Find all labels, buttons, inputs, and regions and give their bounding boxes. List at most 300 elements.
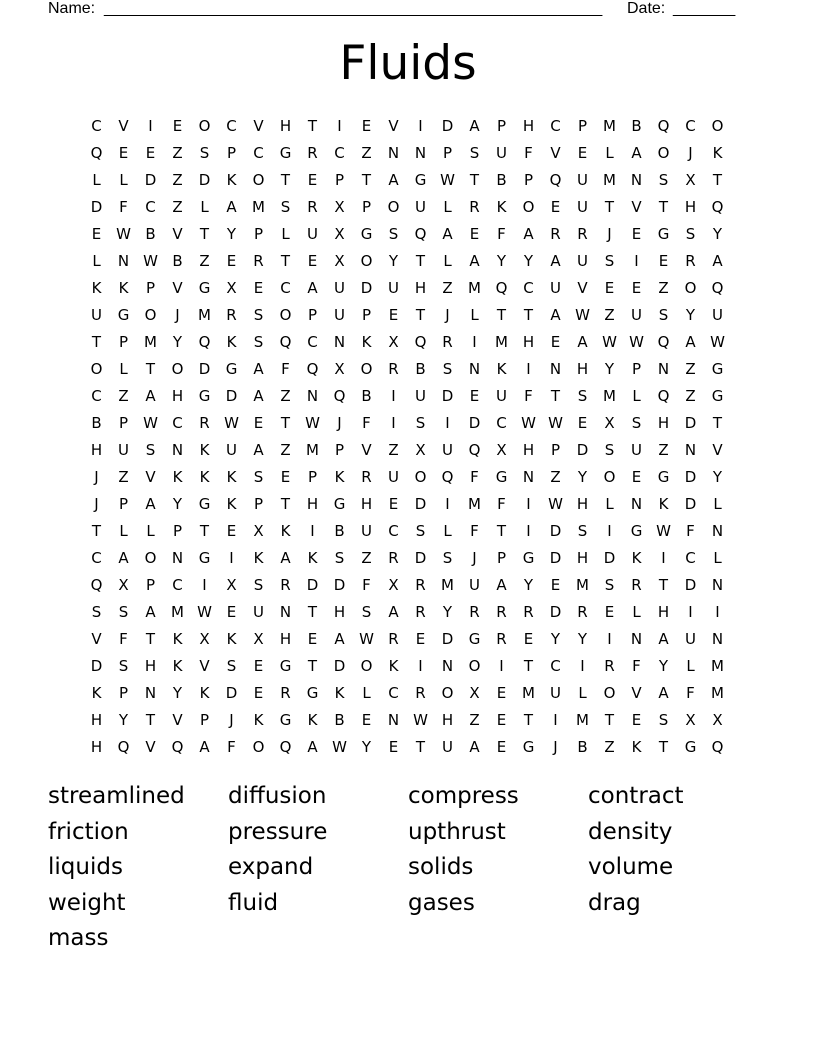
grid-letter[interactable]: S	[199, 144, 210, 162]
grid-letter[interactable]: S	[334, 549, 345, 567]
grid-letter[interactable]: A	[199, 738, 210, 756]
grid-letter[interactable]: Y	[577, 630, 588, 648]
grid-letter[interactable]: G	[198, 549, 211, 567]
grid-letter[interactable]: X	[712, 711, 723, 729]
grid-letter[interactable]: J	[688, 144, 693, 162]
grid-letter[interactable]: W	[710, 333, 725, 351]
grid-letter[interactable]: Z	[469, 711, 480, 729]
grid-letter[interactable]: G	[279, 711, 292, 729]
grid-letter[interactable]: H	[144, 657, 157, 675]
grid-letter[interactable]: S	[631, 414, 642, 432]
grid-letter[interactable]: S	[145, 441, 156, 459]
grid-letter[interactable]: N	[387, 711, 400, 729]
grid-letter[interactable]: N	[630, 495, 643, 513]
grid-letter[interactable]: T	[469, 171, 480, 189]
grid-letter[interactable]: E	[226, 252, 237, 270]
grid-letter[interactable]: Y	[361, 738, 372, 756]
grid-letter[interactable]: D	[333, 657, 346, 675]
grid-letter[interactable]: A	[145, 387, 156, 405]
grid-letter[interactable]: F	[281, 360, 290, 378]
grid-letter[interactable]: D	[144, 171, 157, 189]
grid-letter[interactable]: D	[576, 441, 589, 459]
grid-letter[interactable]: G	[333, 495, 346, 513]
grid-letter[interactable]: S	[253, 333, 264, 351]
grid-letter[interactable]: F	[470, 522, 479, 540]
grid-letter[interactable]: G	[657, 225, 670, 243]
grid-letter[interactable]: V	[145, 738, 156, 756]
grid-letter[interactable]: E	[469, 387, 480, 405]
grid-letter[interactable]: X	[685, 711, 696, 729]
grid-letter[interactable]: E	[469, 225, 480, 243]
grid-letter[interactable]: F	[524, 387, 533, 405]
grid-letter[interactable]: E	[118, 144, 129, 162]
grid-letter[interactable]: U	[334, 306, 345, 324]
grid-letter[interactable]: K	[334, 684, 345, 702]
grid-letter[interactable]: X	[469, 684, 480, 702]
grid-letter[interactable]: S	[658, 306, 669, 324]
grid-letter[interactable]: T	[415, 252, 426, 270]
grid-letter[interactable]: L	[146, 522, 155, 540]
grid-letter[interactable]: S	[577, 387, 588, 405]
grid-letter[interactable]: T	[91, 522, 102, 540]
grid-letter[interactable]: E	[172, 117, 183, 135]
grid-letter[interactable]: G	[360, 225, 373, 243]
grid-letter[interactable]: B	[145, 225, 156, 243]
grid-letter[interactable]: U	[253, 603, 264, 621]
grid-letter[interactable]: U	[577, 198, 588, 216]
grid-letter[interactable]: Z	[118, 468, 129, 486]
grid-letter[interactable]: X	[226, 279, 237, 297]
grid-letter[interactable]: G	[198, 279, 211, 297]
grid-letter[interactable]: C	[388, 684, 399, 702]
grid-letter[interactable]: F	[119, 630, 128, 648]
grid-letter[interactable]: P	[361, 198, 372, 216]
grid-letter[interactable]: L	[281, 225, 290, 243]
grid-letter[interactable]: P	[442, 144, 453, 162]
grid-letter[interactable]: H	[522, 117, 535, 135]
grid-letter[interactable]: D	[306, 576, 319, 594]
grid-letter[interactable]: K	[226, 630, 237, 648]
grid-letter[interactable]: D	[333, 576, 346, 594]
grid-letter[interactable]: Q	[711, 279, 724, 297]
grid-letter[interactable]: M	[468, 495, 481, 513]
grid-letter[interactable]: Q	[279, 333, 292, 351]
grid-letter[interactable]: W	[548, 495, 563, 513]
grid-letter[interactable]: C	[91, 549, 102, 567]
grid-letter[interactable]: D	[414, 549, 427, 567]
grid-letter[interactable]: Q	[468, 441, 481, 459]
grid-letter[interactable]: U	[577, 252, 588, 270]
grid-letter[interactable]: D	[684, 576, 697, 594]
grid-letter[interactable]: Z	[604, 306, 615, 324]
grid-letter[interactable]: N	[711, 630, 724, 648]
grid-letter[interactable]: X	[253, 630, 264, 648]
grid-letter[interactable]: K	[334, 468, 345, 486]
grid-letter[interactable]: D	[198, 360, 211, 378]
grid-letter[interactable]: N	[117, 252, 130, 270]
grid-letter[interactable]: Z	[550, 468, 561, 486]
grid-letter[interactable]: R	[469, 198, 480, 216]
grid-letter[interactable]: A	[550, 252, 561, 270]
grid-letter[interactable]: C	[91, 387, 102, 405]
grid-letter[interactable]: K	[388, 657, 399, 675]
grid-letter[interactable]: D	[549, 603, 562, 621]
grid-letter[interactable]: Y	[226, 225, 237, 243]
grid-letter[interactable]: R	[361, 468, 372, 486]
grid-letter[interactable]: D	[549, 549, 562, 567]
grid-letter[interactable]: T	[496, 522, 507, 540]
grid-letter[interactable]: P	[496, 117, 507, 135]
grid-letter[interactable]: F	[632, 657, 641, 675]
grid-letter[interactable]: K	[199, 684, 210, 702]
grid-letter[interactable]: U	[388, 279, 399, 297]
grid-letter[interactable]: A	[496, 576, 507, 594]
grid-letter[interactable]: K	[361, 333, 372, 351]
grid-letter[interactable]: P	[172, 522, 183, 540]
grid-letter[interactable]: Z	[280, 387, 291, 405]
grid-letter[interactable]: S	[361, 603, 372, 621]
grid-letter[interactable]: N	[306, 387, 319, 405]
grid-letter[interactable]: H	[90, 441, 103, 459]
grid-letter[interactable]: V	[712, 441, 723, 459]
grid-letter[interactable]: U	[577, 171, 588, 189]
grid-letter[interactable]: F	[497, 495, 506, 513]
grid-letter[interactable]: W	[359, 630, 374, 648]
grid-letter[interactable]: I	[337, 117, 342, 135]
grid-letter[interactable]: K	[199, 441, 210, 459]
grid-letter[interactable]: K	[199, 468, 210, 486]
grid-letter[interactable]: B	[334, 711, 345, 729]
grid-letter[interactable]: G	[225, 360, 238, 378]
grid-letter[interactable]: M	[252, 198, 265, 216]
grid-letter[interactable]: Q	[441, 468, 454, 486]
grid-letter[interactable]: E	[145, 144, 156, 162]
grid-letter[interactable]: V	[199, 657, 210, 675]
grid-letter[interactable]: R	[469, 603, 480, 621]
grid-letter[interactable]: S	[577, 522, 588, 540]
grid-letter[interactable]: V	[577, 279, 588, 297]
grid-letter[interactable]: Z	[442, 279, 453, 297]
grid-letter[interactable]: C	[496, 414, 507, 432]
grid-letter[interactable]: T	[280, 171, 291, 189]
grid-letter[interactable]: R	[307, 144, 318, 162]
grid-letter[interactable]: T	[199, 225, 210, 243]
grid-letter[interactable]: N	[630, 630, 643, 648]
grid-letter[interactable]: L	[362, 684, 371, 702]
grid-letter[interactable]: V	[172, 711, 183, 729]
grid-letter[interactable]: Q	[657, 387, 670, 405]
grid-letter[interactable]: M	[144, 333, 157, 351]
grid-letter[interactable]: E	[658, 252, 669, 270]
grid-letter[interactable]: C	[685, 549, 696, 567]
grid-letter[interactable]: M	[171, 603, 184, 621]
grid-letter[interactable]: A	[469, 252, 480, 270]
grid-letter[interactable]: I	[310, 522, 315, 540]
grid-letter[interactable]: H	[657, 603, 670, 621]
grid-letter[interactable]: K	[496, 198, 507, 216]
grid-letter[interactable]: C	[172, 414, 183, 432]
grid-letter[interactable]: I	[445, 414, 450, 432]
grid-letter[interactable]: E	[253, 279, 264, 297]
grid-letter[interactable]: A	[523, 225, 534, 243]
grid-letter[interactable]: I	[391, 414, 396, 432]
grid-letter[interactable]: C	[253, 144, 264, 162]
grid-letter[interactable]: O	[387, 198, 400, 216]
grid-letter[interactable]: G	[522, 549, 535, 567]
grid-letter[interactable]: O	[279, 306, 292, 324]
grid-letter[interactable]: H	[522, 441, 535, 459]
grid-letter[interactable]: G	[279, 144, 292, 162]
grid-letter[interactable]: A	[388, 603, 399, 621]
grid-letter[interactable]: S	[658, 711, 669, 729]
grid-letter[interactable]: G	[198, 387, 211, 405]
grid-letter[interactable]: D	[468, 414, 481, 432]
grid-letter[interactable]: D	[225, 387, 238, 405]
grid-letter[interactable]: E	[631, 711, 642, 729]
grid-letter[interactable]: W	[575, 306, 590, 324]
grid-letter[interactable]: Z	[361, 549, 372, 567]
grid-letter[interactable]: R	[199, 414, 210, 432]
grid-letter[interactable]: A	[685, 333, 696, 351]
grid-letter[interactable]: D	[684, 495, 697, 513]
grid-letter[interactable]: E	[388, 306, 399, 324]
grid-letter[interactable]: U	[442, 738, 453, 756]
grid-letter[interactable]: O	[684, 279, 697, 297]
grid-letter[interactable]: E	[307, 171, 318, 189]
grid-letter[interactable]: X	[415, 441, 426, 459]
grid-letter[interactable]: Z	[658, 441, 669, 459]
grid-letter[interactable]: S	[469, 144, 480, 162]
grid-letter[interactable]: R	[388, 549, 399, 567]
grid-letter[interactable]: K	[91, 684, 102, 702]
grid-letter[interactable]: D	[684, 468, 697, 486]
grid-letter[interactable]: F	[362, 576, 371, 594]
grid-letter[interactable]: E	[253, 657, 264, 675]
grid-letter[interactable]: I	[607, 630, 612, 648]
grid-letter[interactable]: V	[172, 279, 183, 297]
grid-letter[interactable]: P	[334, 171, 345, 189]
grid-letter[interactable]: Q	[117, 738, 130, 756]
grid-letter[interactable]: Y	[523, 252, 534, 270]
grid-letter[interactable]: X	[334, 252, 345, 270]
grid-letter[interactable]: T	[307, 117, 318, 135]
grid-letter[interactable]: X	[334, 225, 345, 243]
grid-letter[interactable]: S	[118, 657, 129, 675]
grid-letter[interactable]: Y	[172, 333, 183, 351]
grid-letter[interactable]: O	[603, 468, 616, 486]
grid-letter[interactable]: S	[253, 576, 264, 594]
grid-letter[interactable]: V	[388, 117, 399, 135]
grid-letter[interactable]: J	[94, 495, 99, 513]
grid-letter[interactable]: H	[90, 738, 103, 756]
grid-letter[interactable]: O	[252, 738, 265, 756]
grid-letter[interactable]: E	[631, 468, 642, 486]
grid-letter[interactable]: O	[441, 684, 454, 702]
grid-letter[interactable]: Q	[414, 225, 427, 243]
grid-letter[interactable]: I	[607, 522, 612, 540]
grid-letter[interactable]: M	[603, 171, 616, 189]
grid-letter[interactable]: Q	[549, 171, 562, 189]
grid-letter[interactable]: R	[496, 630, 507, 648]
grid-letter[interactable]: P	[307, 468, 318, 486]
grid-letter[interactable]: P	[118, 684, 129, 702]
grid-letter[interactable]: O	[522, 198, 535, 216]
grid-letter[interactable]: K	[226, 171, 237, 189]
grid-letter[interactable]: S	[118, 603, 129, 621]
grid-letter[interactable]: U	[631, 306, 642, 324]
grid-letter[interactable]: U	[388, 468, 399, 486]
grid-letter[interactable]: P	[253, 495, 264, 513]
grid-letter[interactable]: Q	[306, 360, 319, 378]
grid-letter[interactable]: T	[280, 495, 291, 513]
grid-letter[interactable]: K	[226, 333, 237, 351]
grid-letter[interactable]: R	[415, 684, 426, 702]
grid-letter[interactable]: R	[307, 198, 318, 216]
grid-letter[interactable]: V	[361, 441, 372, 459]
grid-letter[interactable]: Q	[198, 333, 211, 351]
grid-letter[interactable]: P	[199, 711, 210, 729]
grid-letter[interactable]: W	[413, 711, 428, 729]
grid-letter[interactable]: U	[415, 198, 426, 216]
grid-letter[interactable]: C	[226, 117, 237, 135]
grid-letter[interactable]: H	[279, 630, 292, 648]
grid-letter[interactable]: V	[172, 225, 183, 243]
grid-letter[interactable]: A	[226, 198, 237, 216]
grid-letter[interactable]: W	[602, 333, 617, 351]
grid-letter[interactable]: K	[631, 549, 642, 567]
grid-letter[interactable]: Z	[361, 144, 372, 162]
grid-letter[interactable]: H	[90, 711, 103, 729]
grid-letter[interactable]: R	[253, 252, 264, 270]
grid-letter[interactable]: I	[526, 522, 531, 540]
grid-letter[interactable]: K	[658, 495, 669, 513]
grid-letter[interactable]: G	[711, 387, 724, 405]
grid-letter[interactable]: I	[391, 387, 396, 405]
grid-letter[interactable]: O	[90, 360, 103, 378]
grid-letter[interactable]: Q	[657, 333, 670, 351]
grid-letter[interactable]: I	[499, 657, 504, 675]
grid-letter[interactable]: E	[415, 630, 426, 648]
grid-letter[interactable]: T	[658, 576, 669, 594]
grid-letter[interactable]: X	[604, 414, 615, 432]
grid-letter[interactable]: H	[279, 117, 292, 135]
grid-letter[interactable]: E	[226, 522, 237, 540]
grid-letter[interactable]: K	[253, 549, 264, 567]
grid-letter[interactable]: W	[440, 171, 455, 189]
grid-letter[interactable]: M	[576, 576, 589, 594]
grid-letter[interactable]: O	[360, 657, 373, 675]
grid-letter[interactable]: K	[631, 738, 642, 756]
grid-letter[interactable]: L	[632, 603, 641, 621]
grid-letter[interactable]: W	[656, 522, 671, 540]
grid-letter[interactable]: P	[307, 306, 318, 324]
grid-letter[interactable]: R	[604, 657, 615, 675]
grid-letter[interactable]: E	[550, 576, 561, 594]
grid-letter[interactable]: U	[91, 306, 102, 324]
grid-letter[interactable]: A	[469, 117, 480, 135]
grid-letter[interactable]: A	[469, 738, 480, 756]
grid-letter[interactable]: C	[523, 279, 534, 297]
grid-letter[interactable]: E	[253, 684, 264, 702]
grid-letter[interactable]: S	[415, 522, 426, 540]
grid-letter[interactable]: K	[307, 549, 318, 567]
grid-letter[interactable]: B	[496, 171, 507, 189]
grid-letter[interactable]: O	[144, 306, 157, 324]
grid-letter[interactable]: Y	[523, 576, 534, 594]
grid-letter[interactable]: R	[496, 603, 507, 621]
grid-letter[interactable]: G	[414, 171, 427, 189]
grid-letter[interactable]: X	[388, 333, 399, 351]
grid-letter[interactable]: L	[443, 252, 452, 270]
grid-letter[interactable]: M	[576, 711, 589, 729]
grid-letter[interactable]: X	[334, 360, 345, 378]
grid-letter[interactable]: J	[337, 414, 342, 432]
grid-letter[interactable]: D	[225, 684, 238, 702]
grid-letter[interactable]: O	[198, 117, 211, 135]
grid-letter[interactable]: U	[496, 144, 507, 162]
grid-letter[interactable]: T	[523, 711, 534, 729]
grid-letter[interactable]: I	[526, 495, 531, 513]
grid-letter[interactable]: T	[604, 198, 615, 216]
grid-letter[interactable]: Q	[279, 738, 292, 756]
grid-letter[interactable]: P	[118, 333, 129, 351]
grid-letter[interactable]: L	[686, 657, 695, 675]
grid-letter[interactable]: X	[685, 171, 696, 189]
date-field[interactable]: _______	[673, 0, 736, 17]
grid-letter[interactable]: Y	[442, 603, 453, 621]
grid-letter[interactable]: L	[119, 522, 128, 540]
grid-letter[interactable]: Q	[90, 576, 103, 594]
grid-letter[interactable]: E	[550, 333, 561, 351]
grid-letter[interactable]: F	[362, 414, 371, 432]
grid-letter[interactable]: P	[253, 225, 264, 243]
grid-letter[interactable]: D	[198, 171, 211, 189]
grid-letter[interactable]: P	[577, 117, 588, 135]
grid-letter[interactable]: E	[388, 495, 399, 513]
grid-letter[interactable]: T	[307, 603, 318, 621]
grid-letter[interactable]: Q	[711, 738, 724, 756]
grid-letter[interactable]: P	[118, 495, 129, 513]
grid-letter[interactable]: Z	[118, 387, 129, 405]
grid-letter[interactable]: W	[305, 414, 320, 432]
grid-letter[interactable]: S	[442, 549, 453, 567]
grid-letter[interactable]: Q	[414, 333, 427, 351]
grid-letter[interactable]: P	[550, 441, 561, 459]
grid-letter[interactable]: O	[414, 468, 427, 486]
grid-letter[interactable]: E	[550, 198, 561, 216]
grid-letter[interactable]: A	[307, 279, 318, 297]
grid-letter[interactable]: O	[657, 144, 670, 162]
grid-letter[interactable]: U	[550, 684, 561, 702]
grid-letter[interactable]: R	[280, 684, 291, 702]
grid-letter[interactable]: B	[172, 252, 183, 270]
grid-letter[interactable]: R	[226, 306, 237, 324]
grid-letter[interactable]: R	[442, 333, 453, 351]
grid-letter[interactable]: G	[117, 306, 130, 324]
grid-letter[interactable]: E	[253, 414, 264, 432]
grid-letter[interactable]: D	[603, 549, 616, 567]
grid-letter[interactable]: R	[523, 603, 534, 621]
grid-letter[interactable]: L	[578, 684, 587, 702]
grid-letter[interactable]: R	[388, 360, 399, 378]
grid-letter[interactable]: K	[280, 522, 291, 540]
grid-letter[interactable]: O	[360, 252, 373, 270]
grid-letter[interactable]: I	[229, 549, 234, 567]
grid-letter[interactable]: T	[415, 738, 426, 756]
grid-letter[interactable]: N	[171, 549, 184, 567]
grid-letter[interactable]: T	[712, 171, 723, 189]
grid-letter[interactable]: A	[118, 549, 129, 567]
